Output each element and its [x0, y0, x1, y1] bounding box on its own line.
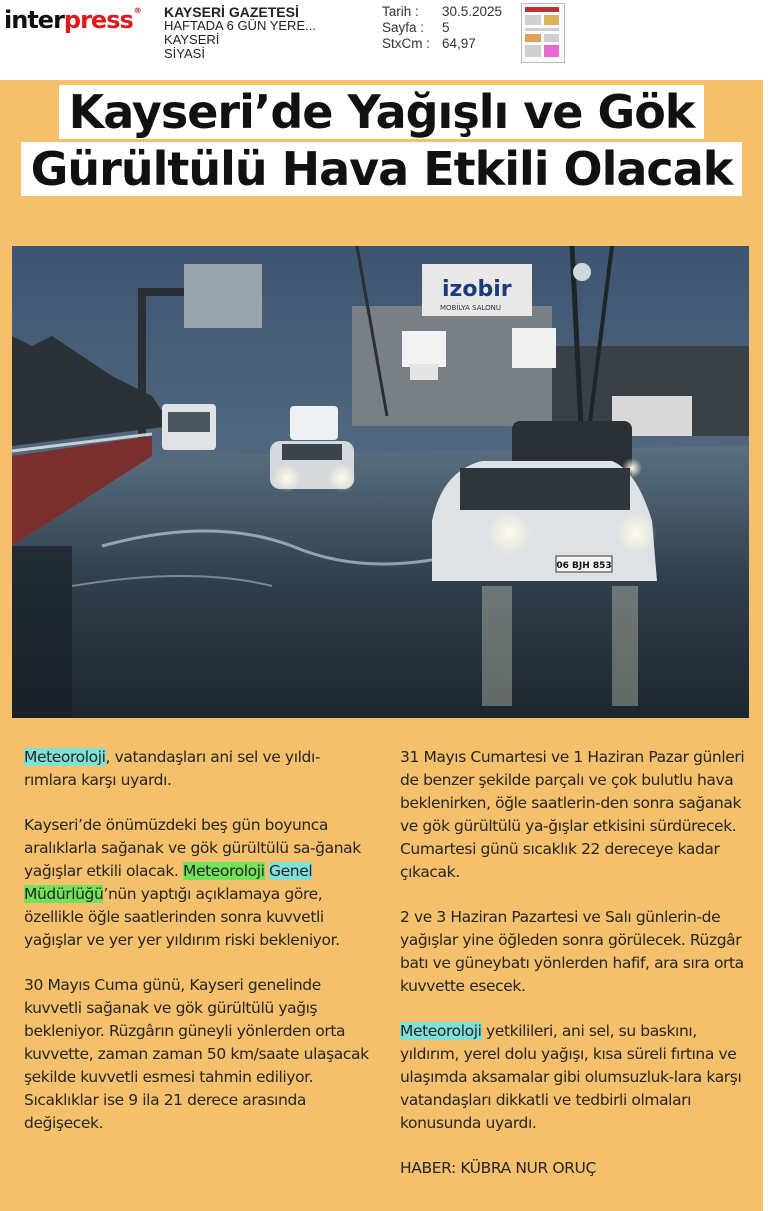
- meta-value: 64,97: [442, 36, 476, 51]
- logo-text-inter: inter: [4, 6, 64, 34]
- article-byline: HABER: KÜBRA NUR ORUÇ: [400, 1159, 596, 1177]
- article-clipping: [0, 80, 763, 1211]
- headline-line-1: Kayseri’de Yağışlı ve Gök: [59, 85, 705, 139]
- article-paragraph: 31 Mayıs Cumartesi ve 1 Haziran Pazar günleri de benzer şekilde parçalı ve çok bulutlu hava beklenirken, öğle saatlerin-den sonra sağanak ve gök gürültülü ya-ğışlar etkisini sürdürecek. Cumartesi günü sıcaklık 22 dereceye kadar çıkacak.: [400, 748, 745, 881]
- logo-registered-mark: ®: [133, 6, 141, 15]
- article-headline: [0, 84, 763, 198]
- interpress-logo: [4, 6, 141, 34]
- meta-row-page: [382, 20, 502, 36]
- highlight-keyword: Meteoroloji: [400, 1022, 482, 1040]
- publication-name: KAYSERİ GAZETESİ: [164, 4, 299, 20]
- clipping-meta: [382, 4, 502, 52]
- publication-city: KAYSERİ: [164, 32, 220, 47]
- store-sign-text: izobir: [442, 277, 512, 302]
- meta-value: 30.5.2025: [442, 4, 503, 19]
- license-plate-text: 06 BJH 853: [556, 561, 612, 571]
- meta-row-stxcm: [382, 36, 502, 52]
- article-paragraph: 2 ve 3 Haziran Pazartesi ve Salı günlerin-de yağışlar yine öğleden sonra görülecek. Rüzgâr batı ve güneybatı yönlerden hafif, ara sıra orta kuvvette esecek.: [400, 908, 744, 995]
- article-column-left: [24, 746, 369, 1157]
- meta-label: Tarih :: [382, 4, 419, 19]
- article-column-right: [400, 746, 752, 1202]
- headline-line-2: Gürültülü Hava Etkili Olacak: [21, 142, 743, 196]
- highlight-keyword: Meteoroloji: [24, 748, 106, 766]
- logo-text-press: press: [63, 6, 133, 34]
- meta-label: Sayfa :: [382, 20, 425, 35]
- highlight-keyword: Meteoroloji: [182, 862, 265, 880]
- page-thumbnail: [521, 3, 565, 63]
- highlight-keyword: Genel: [269, 862, 313, 880]
- meta-row-date: [382, 4, 502, 20]
- article-photo-flooded-road: [12, 246, 749, 718]
- store-sign-subtext: MOBİLYA SALONU: [440, 304, 502, 312]
- meta-label: StxCm :: [382, 36, 431, 51]
- highlight-keyword: Müdürlüğü: [24, 885, 104, 903]
- article-paragraph: Meteoroloji yetkilileri, ani sel, su baskını, yıldırım, yerel dolu yağışı, kısa süreli fırtına ve ulaşımda aksamalar gibi olumsuzluk-lara karşı vatandaşları dikkatli ve tedbirli olmaları konusunda uyardı.: [400, 1022, 742, 1132]
- article-paragraph: Meteoroloji, vatandaşları ani sel ve yıldı-rımlara karşı uyardı.: [24, 748, 321, 789]
- publication-category: SİYASİ: [164, 46, 205, 61]
- publication-frequency: HAFTADA 6 GÜN YERE...: [164, 18, 316, 33]
- meta-value: 5: [442, 20, 450, 35]
- article-paragraph: Kayseri’de önümüzdeki beş gün boyunca aralıklarla sağanak ve gök gürültülü sa-ğanak yağışlar etkili olacak. Meteoroloji Genel Müdürlüğü’nün yaptığı açıklamaya göre, özellikle öğle saatlerinden sonra kuvvetli yağışlar ve yer yer yıldırım riski bekleniyor.: [24, 816, 361, 949]
- publication-info: [164, 5, 344, 61]
- clipping-header: [0, 0, 783, 80]
- article-paragraph: 30 Mayıs Cuma günü, Kayseri genelinde kuvvetli sağanak ve gök gürültülü yağış bekleniyor. Rüzgârın güneyli yönlerden orta kuvvette, zaman zaman 50 km/saate ulaşacak şekilde kuvvetli esmesi tahmin ediliyor. Sıcaklıklar ise 9 ila 21 derece arasında değişecek.: [24, 976, 369, 1132]
